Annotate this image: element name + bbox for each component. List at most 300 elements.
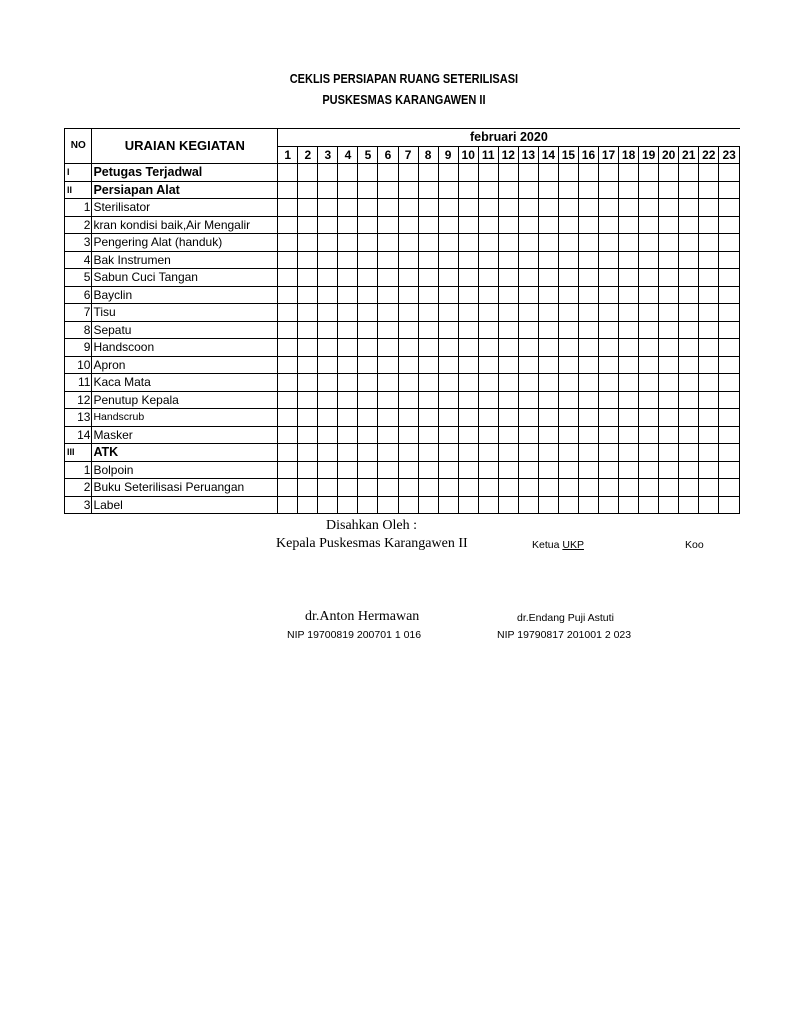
check-cell[interactable]	[458, 356, 478, 374]
check-cell[interactable]	[599, 444, 619, 462]
check-cell[interactable]	[558, 479, 578, 497]
check-cell[interactable]	[458, 496, 478, 514]
check-cell[interactable]	[498, 216, 518, 234]
check-cell[interactable]	[619, 234, 639, 252]
check-cell[interactable]	[338, 181, 358, 199]
check-cell[interactable]	[438, 409, 458, 427]
check-cell[interactable]	[679, 164, 699, 182]
check-cell[interactable]	[358, 496, 378, 514]
check-cell[interactable]	[478, 339, 498, 357]
check-cell[interactable]	[558, 461, 578, 479]
check-cell[interactable]	[278, 234, 298, 252]
check-cell[interactable]	[278, 321, 298, 339]
check-cell[interactable]	[719, 356, 740, 374]
check-cell[interactable]	[578, 444, 598, 462]
check-cell[interactable]	[699, 479, 719, 497]
check-cell[interactable]	[298, 461, 318, 479]
check-cell[interactable]	[518, 409, 538, 427]
check-cell[interactable]	[639, 181, 659, 199]
check-cell[interactable]	[619, 426, 639, 444]
check-cell[interactable]	[318, 339, 338, 357]
check-cell[interactable]	[298, 479, 318, 497]
check-cell[interactable]	[418, 181, 438, 199]
check-cell[interactable]	[278, 409, 298, 427]
check-cell[interactable]	[639, 426, 659, 444]
check-cell[interactable]	[338, 304, 358, 322]
check-cell[interactable]	[719, 409, 740, 427]
check-cell[interactable]	[518, 321, 538, 339]
check-cell[interactable]	[599, 409, 619, 427]
check-cell[interactable]	[558, 164, 578, 182]
check-cell[interactable]	[298, 409, 318, 427]
check-cell[interactable]	[398, 269, 418, 287]
check-cell[interactable]	[438, 269, 458, 287]
check-cell[interactable]	[639, 234, 659, 252]
check-cell[interactable]	[538, 496, 558, 514]
check-cell[interactable]	[418, 479, 438, 497]
check-cell[interactable]	[318, 479, 338, 497]
check-cell[interactable]	[558, 391, 578, 409]
check-cell[interactable]	[639, 321, 659, 339]
check-cell[interactable]	[699, 199, 719, 217]
check-cell[interactable]	[619, 216, 639, 234]
check-cell[interactable]	[699, 321, 719, 339]
check-cell[interactable]	[538, 479, 558, 497]
check-cell[interactable]	[538, 426, 558, 444]
check-cell[interactable]	[619, 164, 639, 182]
check-cell[interactable]	[298, 199, 318, 217]
check-cell[interactable]	[659, 479, 679, 497]
check-cell[interactable]	[438, 391, 458, 409]
check-cell[interactable]	[398, 409, 418, 427]
check-cell[interactable]	[538, 286, 558, 304]
check-cell[interactable]	[578, 321, 598, 339]
check-cell[interactable]	[619, 356, 639, 374]
check-cell[interactable]	[599, 339, 619, 357]
check-cell[interactable]	[298, 321, 318, 339]
check-cell[interactable]	[378, 234, 398, 252]
check-cell[interactable]	[458, 181, 478, 199]
check-cell[interactable]	[538, 164, 558, 182]
check-cell[interactable]	[719, 164, 740, 182]
check-cell[interactable]	[699, 339, 719, 357]
check-cell[interactable]	[659, 234, 679, 252]
check-cell[interactable]	[699, 444, 719, 462]
check-cell[interactable]	[338, 356, 358, 374]
check-cell[interactable]	[679, 426, 699, 444]
check-cell[interactable]	[478, 409, 498, 427]
check-cell[interactable]	[538, 356, 558, 374]
check-cell[interactable]	[679, 479, 699, 497]
check-cell[interactable]	[719, 374, 740, 392]
check-cell[interactable]	[498, 321, 518, 339]
check-cell[interactable]	[599, 426, 619, 444]
check-cell[interactable]	[438, 164, 458, 182]
check-cell[interactable]	[338, 479, 358, 497]
check-cell[interactable]	[358, 199, 378, 217]
check-cell[interactable]	[378, 339, 398, 357]
check-cell[interactable]	[498, 286, 518, 304]
check-cell[interactable]	[719, 181, 740, 199]
check-cell[interactable]	[318, 234, 338, 252]
check-cell[interactable]	[538, 444, 558, 462]
check-cell[interactable]	[659, 164, 679, 182]
check-cell[interactable]	[558, 409, 578, 427]
check-cell[interactable]	[418, 461, 438, 479]
check-cell[interactable]	[659, 339, 679, 357]
check-cell[interactable]	[418, 496, 438, 514]
check-cell[interactable]	[719, 286, 740, 304]
check-cell[interactable]	[518, 391, 538, 409]
check-cell[interactable]	[378, 199, 398, 217]
check-cell[interactable]	[298, 391, 318, 409]
check-cell[interactable]	[679, 181, 699, 199]
check-cell[interactable]	[679, 444, 699, 462]
check-cell[interactable]	[458, 461, 478, 479]
check-cell[interactable]	[699, 496, 719, 514]
check-cell[interactable]	[599, 216, 619, 234]
check-cell[interactable]	[538, 304, 558, 322]
check-cell[interactable]	[719, 479, 740, 497]
check-cell[interactable]	[438, 234, 458, 252]
check-cell[interactable]	[318, 461, 338, 479]
check-cell[interactable]	[538, 269, 558, 287]
check-cell[interactable]	[398, 286, 418, 304]
check-cell[interactable]	[679, 391, 699, 409]
check-cell[interactable]	[298, 339, 318, 357]
check-cell[interactable]	[458, 304, 478, 322]
check-cell[interactable]	[478, 461, 498, 479]
check-cell[interactable]	[458, 269, 478, 287]
check-cell[interactable]	[478, 391, 498, 409]
check-cell[interactable]	[458, 286, 478, 304]
check-cell[interactable]	[699, 409, 719, 427]
check-cell[interactable]	[378, 286, 398, 304]
check-cell[interactable]	[338, 444, 358, 462]
check-cell[interactable]	[278, 496, 298, 514]
check-cell[interactable]	[639, 356, 659, 374]
check-cell[interactable]	[578, 181, 598, 199]
check-cell[interactable]	[518, 286, 538, 304]
check-cell[interactable]	[398, 391, 418, 409]
check-cell[interactable]	[599, 286, 619, 304]
check-cell[interactable]	[558, 286, 578, 304]
check-cell[interactable]	[719, 426, 740, 444]
check-cell[interactable]	[478, 269, 498, 287]
check-cell[interactable]	[518, 374, 538, 392]
check-cell[interactable]	[619, 409, 639, 427]
check-cell[interactable]	[719, 444, 740, 462]
check-cell[interactable]	[358, 444, 378, 462]
check-cell[interactable]	[558, 269, 578, 287]
check-cell[interactable]	[458, 339, 478, 357]
check-cell[interactable]	[538, 409, 558, 427]
check-cell[interactable]	[699, 181, 719, 199]
check-cell[interactable]	[498, 234, 518, 252]
check-cell[interactable]	[659, 409, 679, 427]
check-cell[interactable]	[498, 304, 518, 322]
check-cell[interactable]	[298, 444, 318, 462]
check-cell[interactable]	[418, 251, 438, 269]
check-cell[interactable]	[418, 286, 438, 304]
check-cell[interactable]	[378, 479, 398, 497]
check-cell[interactable]	[599, 164, 619, 182]
check-cell[interactable]	[538, 251, 558, 269]
check-cell[interactable]	[498, 374, 518, 392]
check-cell[interactable]	[679, 216, 699, 234]
check-cell[interactable]	[679, 496, 699, 514]
check-cell[interactable]	[659, 269, 679, 287]
check-cell[interactable]	[659, 426, 679, 444]
check-cell[interactable]	[659, 496, 679, 514]
check-cell[interactable]	[398, 304, 418, 322]
check-cell[interactable]	[398, 181, 418, 199]
check-cell[interactable]	[619, 321, 639, 339]
check-cell[interactable]	[659, 216, 679, 234]
check-cell[interactable]	[538, 216, 558, 234]
check-cell[interactable]	[278, 339, 298, 357]
check-cell[interactable]	[278, 444, 298, 462]
check-cell[interactable]	[398, 496, 418, 514]
check-cell[interactable]	[278, 426, 298, 444]
check-cell[interactable]	[418, 391, 438, 409]
check-cell[interactable]	[358, 181, 378, 199]
check-cell[interactable]	[298, 496, 318, 514]
check-cell[interactable]	[438, 444, 458, 462]
check-cell[interactable]	[639, 286, 659, 304]
check-cell[interactable]	[639, 199, 659, 217]
check-cell[interactable]	[398, 444, 418, 462]
check-cell[interactable]	[699, 269, 719, 287]
check-cell[interactable]	[318, 496, 338, 514]
check-cell[interactable]	[558, 339, 578, 357]
check-cell[interactable]	[699, 286, 719, 304]
check-cell[interactable]	[458, 391, 478, 409]
check-cell[interactable]	[599, 391, 619, 409]
check-cell[interactable]	[619, 339, 639, 357]
check-cell[interactable]	[619, 286, 639, 304]
check-cell[interactable]	[478, 216, 498, 234]
check-cell[interactable]	[318, 286, 338, 304]
check-cell[interactable]	[378, 321, 398, 339]
check-cell[interactable]	[639, 216, 659, 234]
check-cell[interactable]	[318, 199, 338, 217]
check-cell[interactable]	[378, 391, 398, 409]
check-cell[interactable]	[358, 164, 378, 182]
check-cell[interactable]	[659, 304, 679, 322]
check-cell[interactable]	[438, 496, 458, 514]
check-cell[interactable]	[619, 199, 639, 217]
check-cell[interactable]	[639, 444, 659, 462]
check-cell[interactable]	[558, 181, 578, 199]
check-cell[interactable]	[338, 461, 358, 479]
check-cell[interactable]	[699, 304, 719, 322]
check-cell[interactable]	[558, 426, 578, 444]
check-cell[interactable]	[538, 461, 558, 479]
check-cell[interactable]	[599, 356, 619, 374]
check-cell[interactable]	[378, 461, 398, 479]
check-cell[interactable]	[418, 339, 438, 357]
check-cell[interactable]	[719, 339, 740, 357]
check-cell[interactable]	[338, 286, 358, 304]
check-cell[interactable]	[619, 269, 639, 287]
check-cell[interactable]	[398, 426, 418, 444]
check-cell[interactable]	[518, 181, 538, 199]
check-cell[interactable]	[518, 164, 538, 182]
check-cell[interactable]	[278, 251, 298, 269]
check-cell[interactable]	[378, 251, 398, 269]
check-cell[interactable]	[418, 234, 438, 252]
check-cell[interactable]	[538, 391, 558, 409]
check-cell[interactable]	[679, 234, 699, 252]
check-cell[interactable]	[478, 199, 498, 217]
check-cell[interactable]	[639, 461, 659, 479]
check-cell[interactable]	[358, 356, 378, 374]
check-cell[interactable]	[338, 374, 358, 392]
check-cell[interactable]	[338, 426, 358, 444]
check-cell[interactable]	[438, 304, 458, 322]
check-cell[interactable]	[498, 461, 518, 479]
check-cell[interactable]	[398, 479, 418, 497]
check-cell[interactable]	[558, 374, 578, 392]
check-cell[interactable]	[518, 304, 538, 322]
check-cell[interactable]	[378, 496, 398, 514]
check-cell[interactable]	[659, 286, 679, 304]
check-cell[interactable]	[458, 251, 478, 269]
check-cell[interactable]	[378, 164, 398, 182]
check-cell[interactable]	[498, 426, 518, 444]
check-cell[interactable]	[699, 356, 719, 374]
check-cell[interactable]	[518, 269, 538, 287]
check-cell[interactable]	[599, 199, 619, 217]
check-cell[interactable]	[378, 444, 398, 462]
check-cell[interactable]	[639, 269, 659, 287]
check-cell[interactable]	[378, 216, 398, 234]
check-cell[interactable]	[699, 216, 719, 234]
check-cell[interactable]	[619, 496, 639, 514]
check-cell[interactable]	[458, 234, 478, 252]
check-cell[interactable]	[578, 461, 598, 479]
check-cell[interactable]	[599, 321, 619, 339]
check-cell[interactable]	[338, 234, 358, 252]
check-cell[interactable]	[619, 391, 639, 409]
check-cell[interactable]	[599, 269, 619, 287]
check-cell[interactable]	[699, 426, 719, 444]
check-cell[interactable]	[719, 269, 740, 287]
check-cell[interactable]	[298, 426, 318, 444]
check-cell[interactable]	[599, 304, 619, 322]
check-cell[interactable]	[498, 496, 518, 514]
check-cell[interactable]	[498, 251, 518, 269]
check-cell[interactable]	[298, 234, 318, 252]
check-cell[interactable]	[538, 199, 558, 217]
check-cell[interactable]	[719, 391, 740, 409]
check-cell[interactable]	[498, 269, 518, 287]
check-cell[interactable]	[639, 391, 659, 409]
check-cell[interactable]	[398, 251, 418, 269]
check-cell[interactable]	[418, 321, 438, 339]
check-cell[interactable]	[558, 496, 578, 514]
check-cell[interactable]	[478, 234, 498, 252]
check-cell[interactable]	[558, 216, 578, 234]
check-cell[interactable]	[478, 181, 498, 199]
check-cell[interactable]	[498, 444, 518, 462]
check-cell[interactable]	[719, 321, 740, 339]
check-cell[interactable]	[699, 461, 719, 479]
check-cell[interactable]	[659, 444, 679, 462]
check-cell[interactable]	[378, 356, 398, 374]
check-cell[interactable]	[458, 164, 478, 182]
check-cell[interactable]	[538, 339, 558, 357]
check-cell[interactable]	[278, 304, 298, 322]
check-cell[interactable]	[619, 374, 639, 392]
check-cell[interactable]	[478, 356, 498, 374]
check-cell[interactable]	[298, 356, 318, 374]
check-cell[interactable]	[318, 391, 338, 409]
check-cell[interactable]	[438, 374, 458, 392]
check-cell[interactable]	[679, 356, 699, 374]
check-cell[interactable]	[358, 461, 378, 479]
check-cell[interactable]	[438, 181, 458, 199]
check-cell[interactable]	[338, 199, 358, 217]
check-cell[interactable]	[398, 234, 418, 252]
check-cell[interactable]	[438, 356, 458, 374]
check-cell[interactable]	[418, 216, 438, 234]
check-cell[interactable]	[338, 164, 358, 182]
check-cell[interactable]	[498, 409, 518, 427]
check-cell[interactable]	[298, 269, 318, 287]
check-cell[interactable]	[398, 461, 418, 479]
check-cell[interactable]	[558, 251, 578, 269]
check-cell[interactable]	[318, 251, 338, 269]
check-cell[interactable]	[498, 164, 518, 182]
check-cell[interactable]	[358, 374, 378, 392]
check-cell[interactable]	[478, 304, 498, 322]
check-cell[interactable]	[498, 199, 518, 217]
check-cell[interactable]	[298, 164, 318, 182]
check-cell[interactable]	[619, 479, 639, 497]
check-cell[interactable]	[699, 234, 719, 252]
check-cell[interactable]	[518, 234, 538, 252]
check-cell[interactable]	[679, 374, 699, 392]
check-cell[interactable]	[358, 409, 378, 427]
check-cell[interactable]	[578, 391, 598, 409]
check-cell[interactable]	[578, 409, 598, 427]
check-cell[interactable]	[298, 304, 318, 322]
check-cell[interactable]	[418, 374, 438, 392]
check-cell[interactable]	[578, 269, 598, 287]
check-cell[interactable]	[398, 321, 418, 339]
check-cell[interactable]	[338, 339, 358, 357]
check-cell[interactable]	[719, 234, 740, 252]
check-cell[interactable]	[578, 339, 598, 357]
check-cell[interactable]	[438, 321, 458, 339]
check-cell[interactable]	[318, 164, 338, 182]
check-cell[interactable]	[378, 374, 398, 392]
check-cell[interactable]	[418, 164, 438, 182]
check-cell[interactable]	[578, 286, 598, 304]
check-cell[interactable]	[679, 286, 699, 304]
check-cell[interactable]	[458, 444, 478, 462]
check-cell[interactable]	[298, 181, 318, 199]
check-cell[interactable]	[478, 164, 498, 182]
check-cell[interactable]	[578, 304, 598, 322]
check-cell[interactable]	[458, 216, 478, 234]
check-cell[interactable]	[398, 374, 418, 392]
check-cell[interactable]	[699, 251, 719, 269]
check-cell[interactable]	[518, 479, 538, 497]
check-cell[interactable]	[538, 321, 558, 339]
